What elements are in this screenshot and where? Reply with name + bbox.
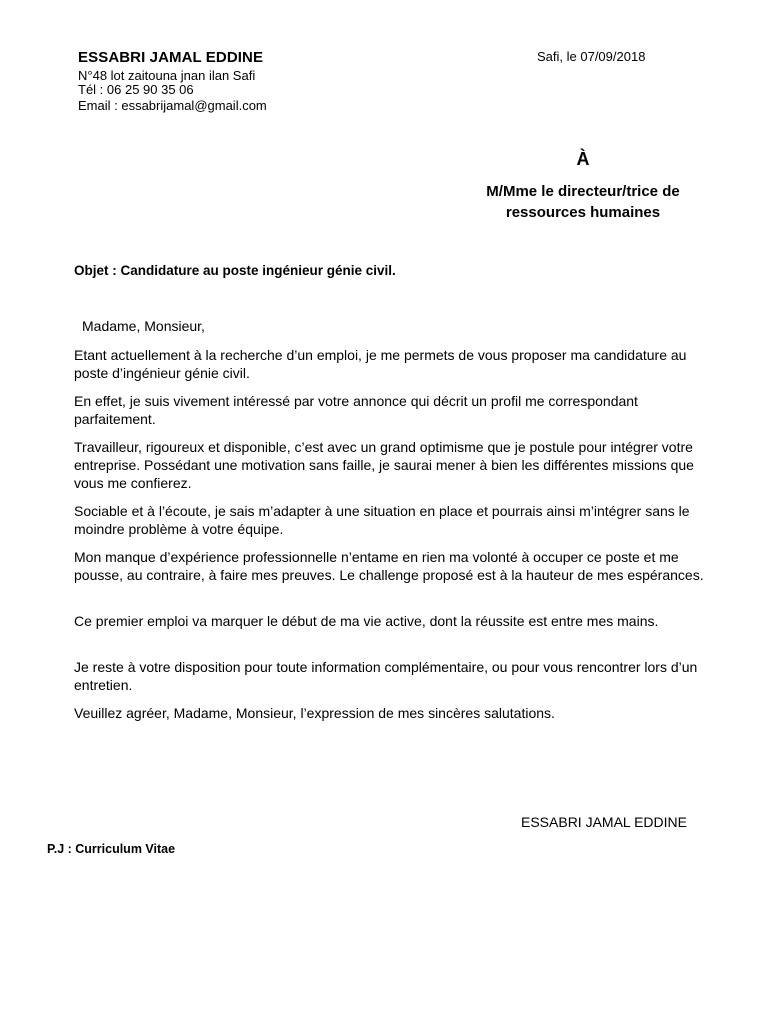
letter-greeting: Madame, Monsieur, [82,318,205,334]
recipient-title-line2: ressources humaines [505,204,661,221]
body-paragraph: Etant actuellement à la recherche d’un emploi, je me permets de vous proposer ma candidature au poste d’ingénieur génie civil. [74,347,687,381]
body-paragraph: En effet, je suis vivement intéressé par votre annonce qui décrit un profil me correspondant parfaitement. [74,393,638,427]
signature: ESSABRI JAMAL EDDINE [521,814,687,830]
sender-name: ESSABRI JAMAL EDDINE [78,49,264,66]
body-paragraph: Ce premier emploi va marquer le début de ma vie active, dont la réussite est entre mes mains. [74,613,659,629]
sender-address: N°48 lot zaitouna jnan ilan Safi [78,68,256,83]
attachment-note: P.J : Curriculum Vitae [47,842,176,856]
body-paragraph: Je reste à votre disposition pour toute information complémentaire, ou pour vous rencontrer lors d’un entretien. [74,659,698,693]
letter-subject: Objet : Candidature au poste ingénieur génie civil. [74,263,396,278]
body-paragraph: Veuillez agréer, Madame, Monsieur, l’expression de mes sincères salutations. [74,705,555,721]
sender-phone: Tél : 06 25 90 35 06 [78,82,194,97]
sender-email: Email : essabrijamal@gmail.com [78,98,267,113]
body-paragraph: Mon manque d’expérience professionnelle n’entame en rien ma volonté à occuper ce poste et me pousse, au contraire, à faire mes preuves. Le challenge proposé est à la hauteur de mes espérances. [74,549,704,583]
letter-date: Safi, le 07/09/2018 [537,49,646,64]
recipient-title [440,181,726,223]
recipient-prefix: À [576,149,590,169]
recipient-title-line1: M/Mme le directeur/trice de [486,183,680,200]
body-paragraph: Travailleur, rigoureux et disponible, c’est avec un grand optimisme que je postule pour intégrer votre entreprise. Possédant une motivation sans faille, je saurai mener à bien les différentes missions que vous me confierez. [74,439,694,491]
body-paragraph: Sociable et à l’écoute, je sais m’adapter à une situation en place et pourrais ainsi m’intégrer sans le moindre problème à votre équipe. [74,503,690,537]
